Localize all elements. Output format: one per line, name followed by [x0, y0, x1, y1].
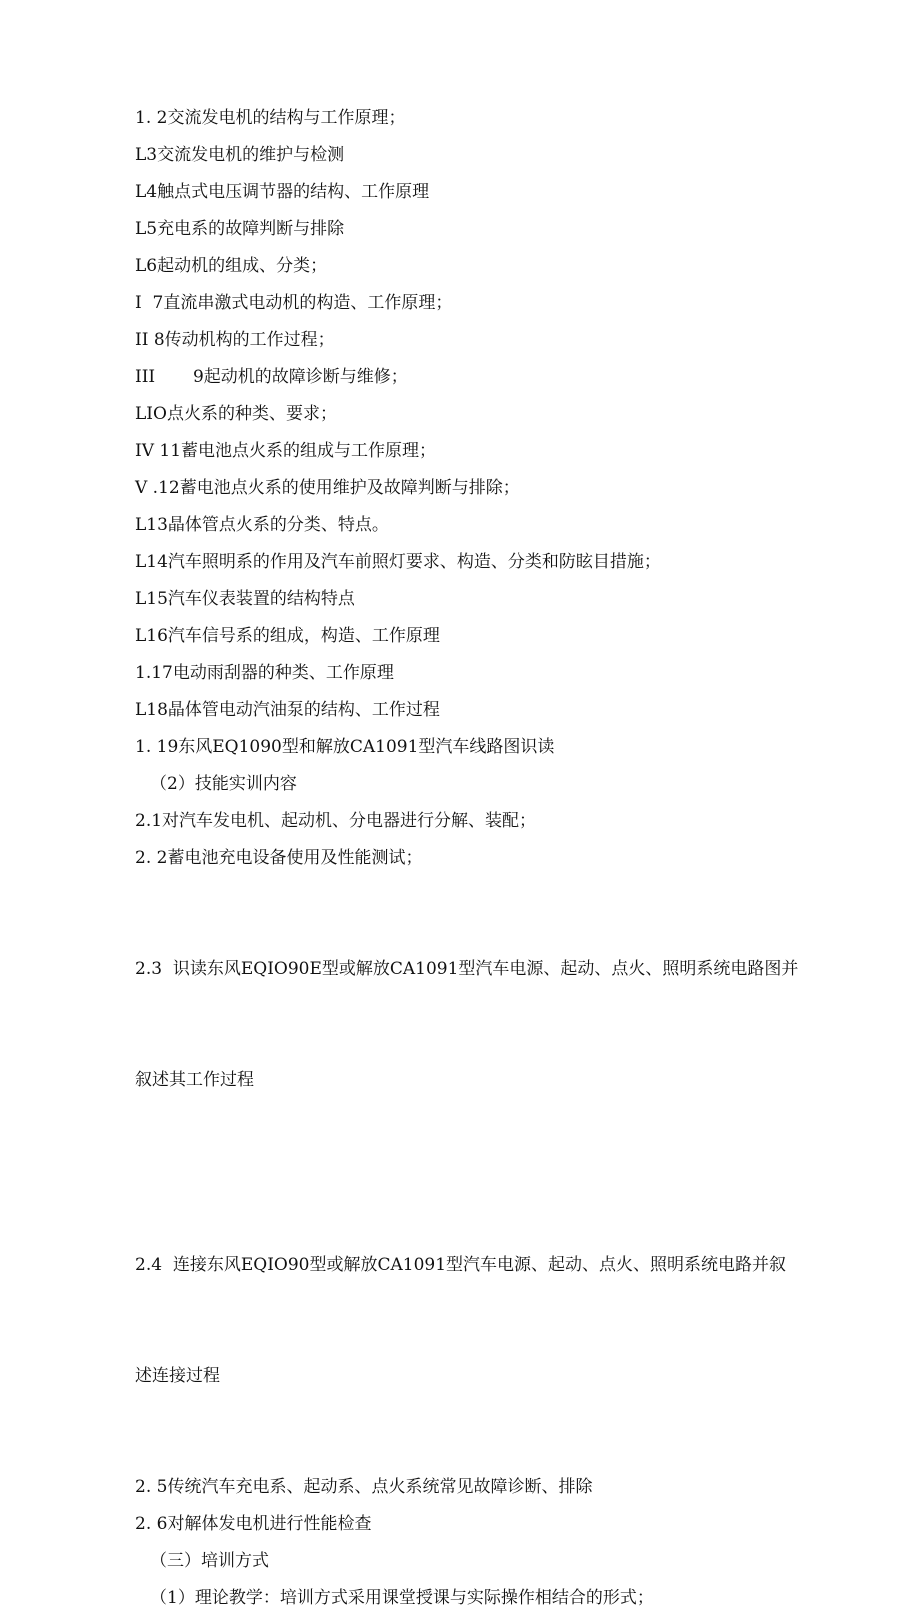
training-item: （1）理论教学：培训方式采用课堂授课与实际操作相结合的形式； [150, 1588, 654, 1608]
text-line: L4触点式电压调节器的结构、工作原理 [135, 182, 430, 202]
skill-item-2-4-line1: 2.4 连接东风EQIO90型或解放CA1091型汽车电源、起动、点火、照明系统电路并叙 [135, 1255, 787, 1275]
text-line: L6起动机的组成、分类； [135, 256, 328, 276]
training-heading: （三）培训方式 [150, 1551, 269, 1571]
document-body [135, 100, 825, 1617]
text-line: 1. 2交流发电机的结构与工作原理； [135, 108, 406, 128]
skill-item: 2. 2蓄电池充电设备使用及性能测试； [135, 848, 423, 868]
text-line: IV 11蓄电池点火系的组成与工作原理； [135, 441, 437, 461]
text-line: 1.17电动雨刮器的种类、工作原理 [135, 663, 394, 683]
skills-heading: （2）技能实训内容 [150, 774, 297, 794]
skill-item-2-3 [135, 877, 825, 1173]
skill-item-2-4-line2: 述连接过程 [135, 1366, 220, 1386]
text-line: V .12蓄电池点火系的使用维护及故障判断与排除； [135, 478, 520, 498]
skill-item: 2. 6对解体发电机进行性能检查 [135, 1514, 372, 1534]
skill-item-2-4 [135, 1173, 825, 1469]
text-line: L5充电系的故障判断与排除 [135, 219, 345, 239]
text-line: LIO点火系的种类、要求； [135, 404, 337, 424]
text-line: I 7直流串激式电动机的构造、工作原理； [135, 293, 453, 313]
text-line: 1. 19东风EQ1090型和解放CA1091型汽车线路图识读 [135, 737, 555, 757]
skill-item-2-3-line2: 叙述其工作过程 [135, 1070, 254, 1090]
text-line: L14汽车照明系的作用及汽车前照灯要求、构造、分类和防眩目措施； [135, 552, 661, 572]
text-line: L15汽车仪表装置的结构特点 [135, 589, 355, 609]
skill-item-2-3-line1: 2.3 识读东风EQIO90E型或解放CA1091型汽车电源、起动、点火、照明系统电路图并 [135, 959, 799, 979]
text-line: L18晶体管电动汽油泵的结构、工作过程 [135, 700, 440, 720]
text-line: L16汽车信号系的组成，构造、工作原理 [135, 626, 440, 646]
skill-item: 2.1对汽车发电机、起动机、分电器进行分解、装配； [135, 811, 537, 831]
text-line: L3交流发电机的维护与检测 [135, 145, 345, 165]
text-line: L13晶体管点火系的分类、特点。 [135, 515, 389, 535]
skill-item: 2. 5传统汽车充电系、起动系、点火系统常见故障诊断、排除 [135, 1477, 593, 1497]
text-line: III 9起动机的故障诊断与维修； [135, 367, 408, 387]
text-line: II 8传动机构的工作过程； [135, 330, 335, 350]
